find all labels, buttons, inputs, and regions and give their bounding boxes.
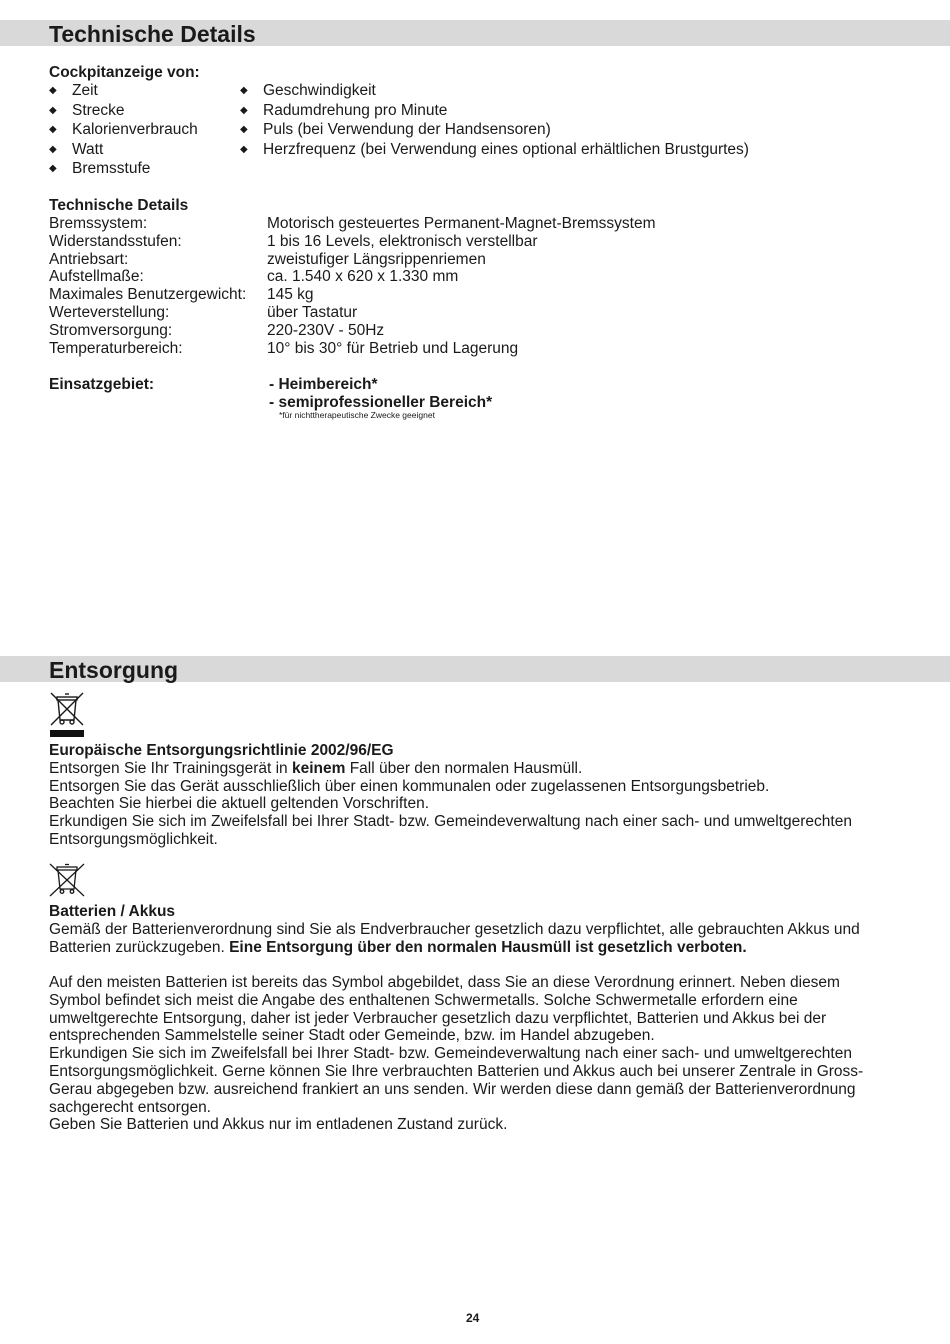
list-item: ◆ Watt (49, 140, 104, 158)
diamond-bullet-icon: ◆ (49, 163, 57, 174)
list-item: ◆ Bremsstufe (49, 160, 151, 177)
battery-heading: Batterien / Akkus (49, 903, 176, 920)
use-value-home: - Heimbereich* (269, 376, 378, 393)
diamond-bullet-icon: ◆ (49, 143, 57, 155)
diamond-bullet-icon: ◆ (240, 124, 248, 135)
use-label: Einsatzgebiet: (49, 376, 155, 393)
diamond-bullet-icon: ◆ (240, 85, 248, 96)
specs-heading: Technische Details (49, 197, 189, 214)
weee-line: Entsorgen Sie Ihr Trainingsgerät in keinem Fall über den normalen Hausmüll. (49, 759, 583, 777)
battery-line: Auf den meisten Batterien ist bereits das Symbol abgebildet, dass Sie an diese Verordnung erinnert. Neben diesem (49, 974, 840, 991)
weee-line: Entsorgungsmöglichkeit. (49, 830, 218, 848)
battery-line: entsprechenden Sammelstelle seiner Stadt oder Gemeinde, bzw. im Handel abzugeben. (49, 1027, 655, 1045)
list-item: ◆ Radumdrehung pro Minute (240, 101, 448, 119)
use-footnote: *für nichttherapeutische Zwecke geeignet (279, 410, 435, 420)
list-item: ◆ Zeit (49, 82, 98, 99)
section-header-technical (0, 20, 950, 46)
weee-heading: Europäische Entsorgungsrichtlinie 2002/96/EG (49, 742, 394, 759)
use-value-semipro: - semiprofessioneller Bereich* (269, 394, 493, 411)
crossed-battery-bin-icon (47, 862, 87, 898)
section-title-disposal: Entsorgung (49, 657, 179, 683)
list-item: ◆ Puls (bei Verwendung der Handsensoren) (240, 121, 551, 138)
battery-line: umweltgerechte Entsorgung, daher ist jeder Verbraucher gesetzlich dazu verpflichtet, Batterien und Akkus bei der (49, 1009, 827, 1027)
diamond-bullet-icon: ◆ (49, 124, 57, 135)
battery-text (49, 903, 909, 956)
battery-line: Gerau abgegeben bzw. ausreichend frankiert an uns senden. Wir werden diese dann gemäß der Batterienverordnung (49, 1080, 856, 1098)
cockpit-heading: Cockpitanzeige von: (49, 64, 200, 81)
weee-line: Erkundigen Sie sich im Zweifelsfall bei Ihrer Stadt- bzw. Gemeindeverwaltung nach einer sach- und umweltgerechten (49, 813, 852, 831)
diamond-bullet-icon: ◆ (240, 143, 248, 155)
diamond-bullet-icon: ◆ (49, 104, 57, 116)
diamond-bullet-icon: ◆ (240, 104, 248, 116)
weee-line: Beachten Sie hierbei die aktuell geltenden Vorschriften. (49, 795, 429, 813)
battery-line: Geben Sie Batterien und Akkus nur im entladenen Zustand zurück. (49, 1116, 508, 1134)
section-header-disposal (0, 656, 950, 682)
diamond-bullet-icon: ◆ (49, 85, 57, 96)
battery-line: Batterien zurückzugeben. Eine Entsorgung über den normalen Hausmüll ist gesetzlich verboten. (49, 938, 747, 956)
page-number: 24 (466, 1311, 480, 1325)
battery-line: sachgerecht entsorgen. (49, 1098, 211, 1116)
list-item: ◆ Kalorienverbrauch (49, 121, 198, 138)
battery-line: Symbol befindet sich meist die Angabe des enthaltenen Schwermetalls. Solche Schwermetalle erfordern eine (49, 991, 798, 1009)
cockpit-list-left (49, 82, 198, 180)
battery-line: Erkundigen Sie sich im Zweifelsfall bei Ihrer Stadt- bzw. Gemeindeverwaltung nach einer sach- und umweltgerechten (49, 1045, 852, 1063)
list-item: ◆ Strecke (49, 101, 125, 119)
cockpit-list-right (240, 82, 749, 160)
weee-text (49, 742, 909, 849)
section-title-technical: Technische Details (49, 21, 256, 47)
list-item: ◆ Geschwindigkeit (240, 82, 376, 99)
battery-line: Entsorgungsmöglichkeit. Gerne können Sie Ihre verbrauchten Batterien und Akkus auch bei unserer Zentrale in Gross- (49, 1062, 864, 1080)
crossed-bin-icon (48, 690, 86, 738)
list-item: ◆ Herzfrequenz (bei Verwendung eines optional erhältlichen Brustgurtes) (240, 140, 749, 158)
battery-line: Gemäß der Batterienverordnung sind Sie als Endverbraucher gesetzlich dazu verpflichtet, alle gebrauchten Akkus und (49, 920, 860, 938)
weee-line: Entsorgen Sie das Gerät ausschließlich über einen kommunalen oder zugelassenen Entsorgungsbetrieb. (49, 777, 770, 795)
battery-details (49, 974, 909, 1134)
